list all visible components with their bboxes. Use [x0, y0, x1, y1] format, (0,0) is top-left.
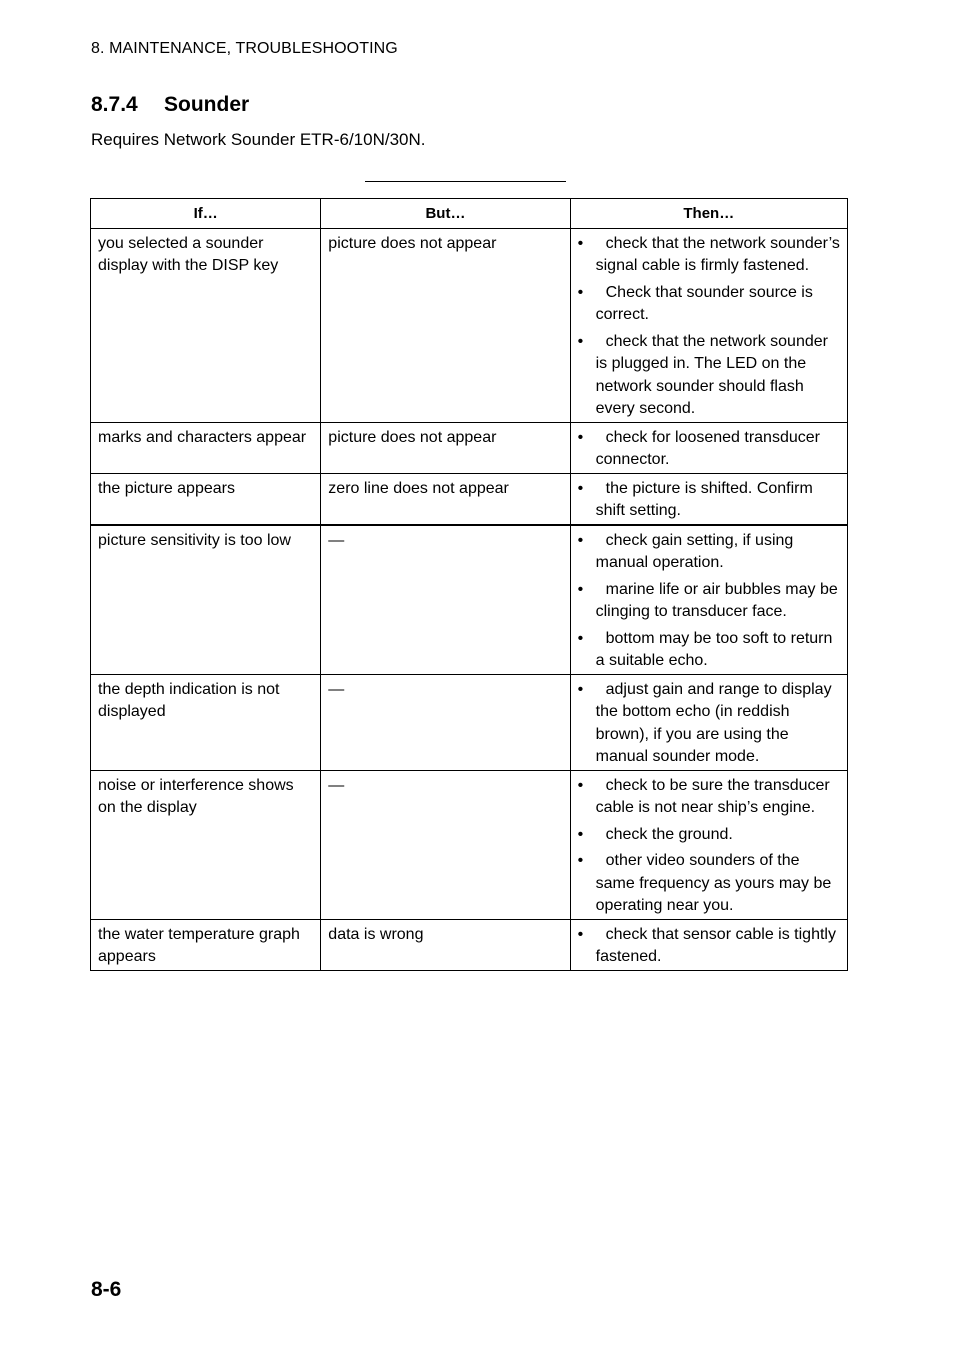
cell-then	[570, 422, 847, 473]
table-body	[91, 228, 848, 970]
bullet-icon: •	[577, 825, 584, 843]
page-number: 8-6	[91, 1278, 122, 1301]
cell-if: the picture appears	[91, 473, 321, 525]
list-item	[578, 824, 840, 847]
caption-rule	[365, 181, 566, 182]
list-item	[578, 233, 840, 278]
table-row	[91, 770, 848, 919]
running-header: 8. MAINTENANCE, TROUBLESHOOTING	[91, 40, 398, 57]
action-list	[578, 427, 840, 472]
column-header-then: Then…	[570, 199, 847, 229]
cell-but: picture does not appear	[321, 422, 570, 473]
cell-if: picture sensitivity is too low	[91, 525, 321, 675]
cell-but: —	[321, 525, 570, 675]
cell-but: picture does not appear	[321, 228, 570, 422]
section-heading: Sounder	[164, 93, 250, 116]
action-list	[578, 478, 840, 523]
action-text: the picture is shifted. Confirm shift setting.	[595, 479, 813, 519]
table-row	[91, 422, 848, 473]
cell-but: zero line does not appear	[321, 473, 570, 525]
list-item	[578, 579, 840, 624]
cell-but: —	[321, 674, 570, 770]
cell-then	[570, 525, 847, 675]
bullet-icon: •	[577, 852, 584, 869]
action-list	[578, 233, 840, 421]
action-text: adjust gain and range to display the bottom echo (in reddish brown), if you are using the manual sounder mode.	[595, 680, 832, 765]
action-text: check to be sure the transducer cable is not near ship’s engine.	[595, 776, 830, 816]
table-header-row	[91, 199, 848, 229]
action-text: bottom may be too soft to return a suitable echo.	[595, 629, 833, 669]
action-list	[578, 679, 840, 769]
action-text: check that the network sounder’s signal cable is firmly fastened.	[595, 234, 840, 274]
action-text: check the ground.	[605, 825, 733, 843]
cell-if: marks and characters appear	[91, 422, 321, 473]
cell-if: the depth indication is not displayed	[91, 674, 321, 770]
cell-then	[570, 674, 847, 770]
bullet-icon: •	[577, 680, 584, 698]
cell-if: you selected a sounder display with the DISP key	[91, 228, 321, 422]
cell-but: —	[321, 770, 570, 919]
list-item	[578, 679, 840, 769]
cell-then	[570, 770, 847, 919]
bullet-icon: •	[577, 428, 584, 446]
bullet-icon: •	[577, 531, 584, 549]
section-number: 8.7.4	[91, 93, 138, 116]
list-item	[578, 478, 840, 523]
bullet-icon: •	[577, 479, 584, 497]
bullet-icon: •	[577, 234, 584, 252]
cell-then	[570, 228, 847, 422]
action-text: check that sensor cable is tightly fastened.	[595, 925, 836, 965]
cell-if: the water temperature graph appears	[91, 919, 321, 970]
action-list	[578, 775, 840, 918]
action-text: check gain setting, if using manual operation.	[595, 531, 794, 571]
action-text: Check that sounder source is correct.	[595, 283, 813, 323]
table-row	[91, 919, 848, 970]
action-text: check that the network sounder is plugged in. The LED on the network sounder should flash every second.	[595, 332, 828, 417]
bullet-icon: •	[577, 925, 584, 943]
action-text: check for loosened transducer connector.	[595, 428, 820, 468]
section-title	[91, 93, 249, 117]
bullet-icon: •	[577, 629, 584, 647]
list-item	[578, 331, 840, 421]
bullet-icon: •	[577, 332, 584, 350]
column-header-but: But…	[321, 199, 570, 229]
table-row	[91, 473, 848, 525]
bullet-icon: •	[577, 580, 584, 598]
action-list	[578, 530, 840, 673]
column-header-if: If…	[91, 199, 321, 229]
action-text: other video sounders of the same frequency as yours may be operating near you.	[595, 852, 832, 914]
list-item	[578, 282, 840, 327]
cell-but: data is wrong	[321, 919, 570, 970]
list-item	[578, 427, 840, 472]
troubleshooting-table	[90, 198, 848, 971]
cell-then	[570, 473, 847, 525]
list-item	[578, 850, 840, 918]
section-intro: Requires Network Sounder ETR-6/10N/30N.	[91, 130, 426, 149]
action-list	[578, 924, 840, 969]
list-item	[578, 924, 840, 969]
cell-if: noise or interference shows on the display	[91, 770, 321, 919]
bullet-icon: •	[577, 776, 584, 794]
list-item	[578, 628, 840, 673]
action-text: marine life or air bubbles may be clinging to transducer face.	[595, 580, 838, 620]
table-row	[91, 525, 848, 675]
cell-then	[570, 919, 847, 970]
list-item	[578, 530, 840, 575]
list-item	[578, 775, 840, 820]
table-row	[91, 674, 848, 770]
table-row	[91, 228, 848, 422]
bullet-icon: •	[577, 283, 584, 301]
